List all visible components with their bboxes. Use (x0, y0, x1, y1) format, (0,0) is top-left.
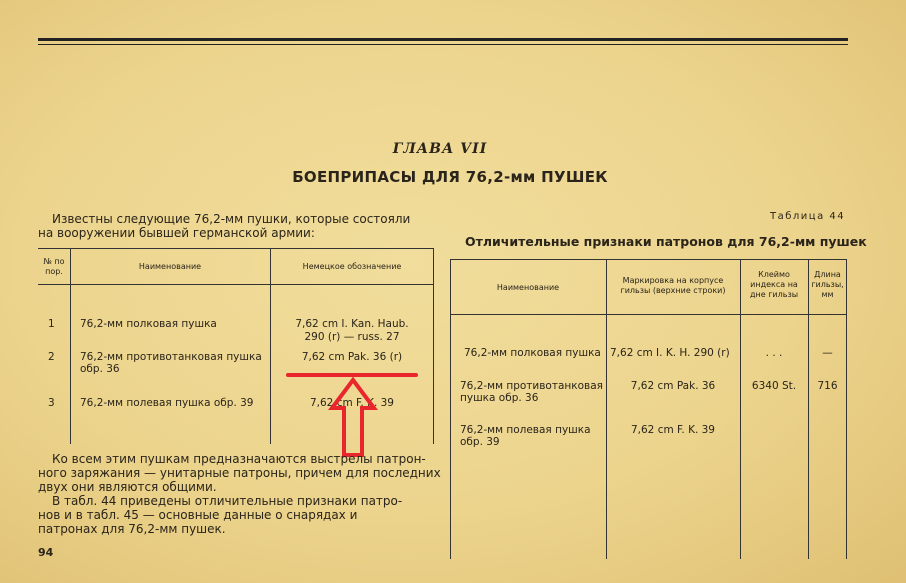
table1-row3-num: 3 (48, 397, 55, 409)
table2-row2-marking: 7,62 cm Pak. 36 (630, 380, 716, 392)
table1-row1-name: 76,2-мм полковая пушка (80, 318, 217, 330)
table2-row2-index: 6340 St. (751, 380, 797, 392)
table1-row2-num: 2 (48, 351, 55, 363)
para2-line-5: нов и в табл. 45 — основные данные о снарядах и (38, 508, 358, 522)
table1-row3-designation: 7,62 cm F. K. 39 (309, 397, 394, 409)
table2-row3-marking: 7,62 cm F. K. 39 (630, 424, 715, 436)
table1-row2-name: 76,2-мм противотанковая пушка обр. 36 (80, 351, 262, 375)
arrow-up-icon (332, 380, 374, 455)
annotation-overlay (280, 360, 420, 460)
table1-header-designation: Немецкое обозначение (302, 262, 402, 271)
table1-header-num: № по пор. (43, 257, 65, 276)
table2-header-index: Клеймо индекса на дне гильзы (749, 270, 799, 299)
top-rule (38, 38, 848, 41)
chapter-heading: ГЛАВА VII (392, 141, 488, 157)
para2-line-1: Ко всем этим пушкам предназначаются выстрелы патрон- (52, 452, 426, 466)
table2-row1-marking: 7,62 cm I. K. H. 290 (r) (610, 347, 730, 359)
table1-header-name: Наименование (138, 262, 202, 271)
page-title: БОЕПРИПАСЫ ДЛЯ 76,2-мм ПУШЕК (292, 168, 608, 186)
table-number: Таблица 44 (770, 211, 846, 222)
table2-row2-name: 76,2-мм противотанковая пушка обр. 36 (460, 380, 603, 404)
table1-row1-designation-a: 7,62 cm I. Kan. Haub. (295, 318, 409, 330)
table2-row1-length: — (822, 347, 833, 359)
page-number: 94 (38, 546, 54, 559)
top-rule-thin (38, 44, 848, 45)
table1-row1-num: 1 (48, 318, 55, 330)
table2-row3-name: 76,2-мм полевая пушка обр. 39 (460, 424, 591, 448)
intro-line-2: на вооружении бывшей германской армии: (38, 226, 315, 240)
intro-line-1: Известны следующие 76,2-мм пушки, которые состояли (52, 212, 411, 226)
table2-header-name: Наименование (496, 283, 560, 292)
table2-header-marking: Маркировка на корпусе гильзы (верхние строки) (620, 276, 726, 295)
table2-row1-index: . . . (765, 347, 783, 359)
para2-line-6: патронах для 76,2-мм пушек. (38, 522, 226, 536)
para2-line-2: ного заряжания — унитарные патроны, причем для последних (38, 466, 441, 480)
table2-row2-length: 716 (817, 380, 838, 392)
table1-row2-designation: 7,62 cm Pak. 36 (r) (301, 351, 403, 363)
para2-line-3: двух они являются общими. (38, 480, 217, 494)
table2-header-length: Длина гильзы, мм (811, 270, 844, 299)
table1-row3-name: 76,2-мм полевая пушка обр. 39 (80, 397, 254, 409)
table2-row1-name: 76,2-мм полковая пушка (464, 347, 601, 359)
table2-title: Отличительные признаки патронов для 76,2-мм пушек (465, 234, 867, 249)
table1-row1-designation-b: 290 (r) — russ. 27 (304, 331, 400, 343)
para2-line-4: В табл. 44 приведены отличительные признаки патро- (52, 494, 403, 508)
